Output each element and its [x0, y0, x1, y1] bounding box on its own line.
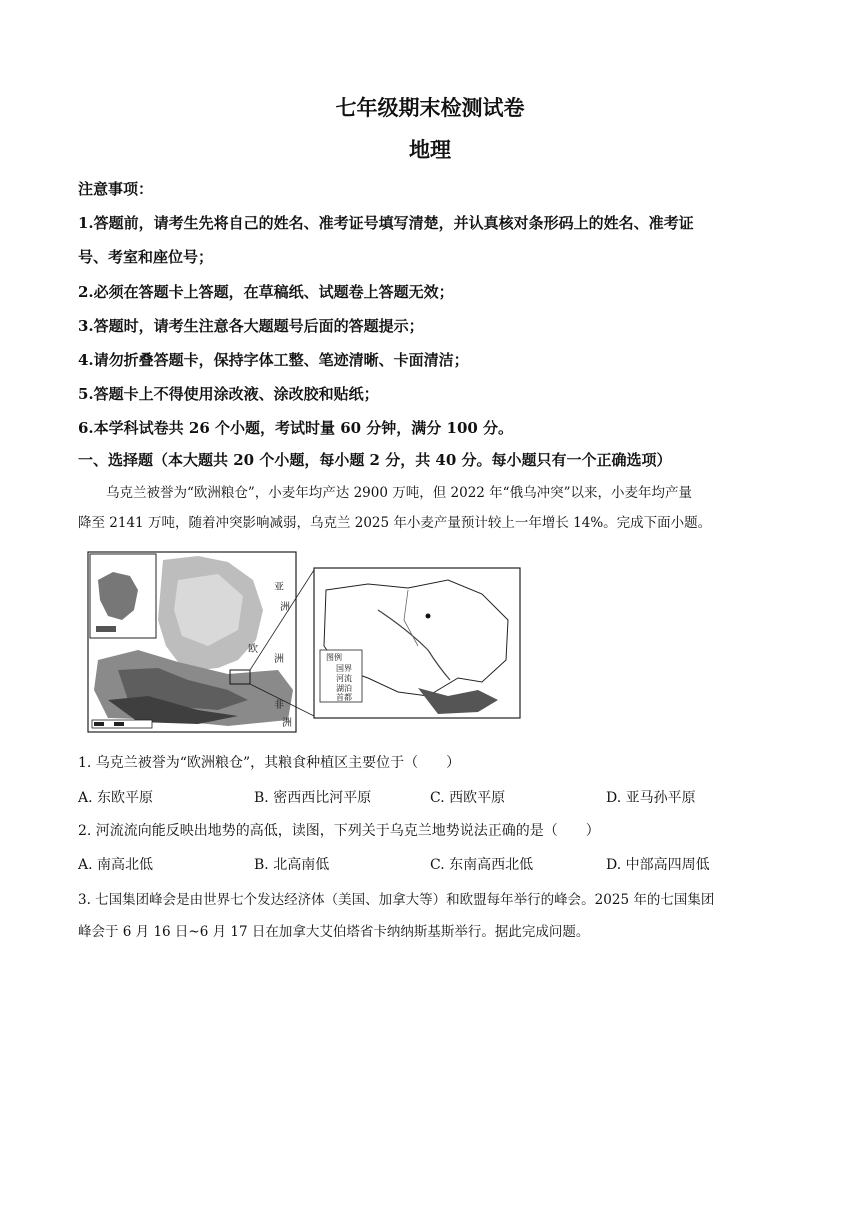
legend-border: 国界 — [336, 664, 352, 673]
q2-option-a[interactable]: A. 南高北低 — [78, 857, 154, 873]
legend-title: 图例 — [326, 653, 342, 662]
subject-title: 地理 — [409, 137, 451, 162]
passage-line-2: 降至 2141 万吨，随着冲突影响减弱，乌克兰 2025 年小麦产量预计较上一年增长 14%。完成下面小题。 — [78, 515, 712, 531]
legend-capital: 首都 — [336, 693, 352, 702]
ukraine-map — [314, 568, 520, 718]
map-label-ya: 亚 — [274, 582, 284, 593]
legend-lake: 湖泊 — [336, 684, 352, 693]
q2-option-b[interactable]: B. 北高南低 — [254, 857, 330, 873]
map-label-zhou-2: 洲 — [280, 602, 290, 613]
question-2-stem: 2. 河流流向能反映出地势的高低，读图，下列关于乌克兰地势说法正确的是（ ） — [78, 823, 600, 839]
q1-option-a[interactable]: A. 东欧平原 — [78, 790, 154, 806]
map-label-zhou-3: 洲 — [282, 718, 292, 729]
question-3-stem-line-2: 峰会于 6 月 16 日~6 月 17 日在加拿大艾伯塔省卡纳纳斯基斯举行。据此完成问题。 — [78, 924, 590, 940]
q1-option-c[interactable]: C. 西欧平原 — [430, 790, 506, 806]
notes-heading: 注意事项： — [78, 180, 154, 198]
q1-option-b[interactable]: B. 密西西比河平原 — [254, 790, 372, 806]
note-item-4: 4.请勿折叠答题卡，保持字体工整、笔迹清晰、卡面清洁； — [78, 351, 469, 369]
q2-option-d[interactable]: D. 中部高四周低 — [606, 857, 710, 873]
exam-title: 七年级期末检测试卷 — [335, 95, 525, 120]
note-item-2: 2.必须在答题卡上答题，在草稿纸、试题卷上答题无效； — [78, 283, 454, 301]
europe-ukraine-map-figure — [78, 550, 522, 738]
map-label-zhou: 洲 — [274, 654, 284, 665]
question-3-stem-line-1: 3. 七国集团峰会是由世界七个发达经济体（美国、加拿大等）和欧盟每年举行的峰会。2025 年的七国集团 — [78, 892, 715, 908]
section-heading: 一、选择题（本大题共 20 个小题，每小题 2 分，共 40 分。每小题只有一个正确选项） — [78, 451, 672, 469]
map-label-fei: 非 — [274, 700, 284, 711]
europe-map — [88, 552, 296, 732]
passage-line-1: 乌克兰被誉为“欧洲粮仓”，小麦年均产达 2900 万吨，但 2022 年“俄乌冲突”以来，小麦年均产量 — [106, 485, 692, 501]
note-item-1-cont: 号、考室和座位号； — [78, 248, 214, 266]
q2-option-c[interactable]: C. 东南高西北低 — [430, 857, 534, 873]
legend-river: 河流 — [336, 674, 352, 683]
note-item-1: 1.答题前，请考生先将自己的姓名、准考证号填写清楚，并认真核对条形码上的姓名、准考证 — [78, 214, 694, 232]
note-item-5: 5.答题卡上不得使用涂改液、涂改胶和贴纸； — [78, 385, 379, 403]
question-1-stem: 1. 乌克兰被誉为“欧洲粮仓”，其粮食种植区主要位于（ ） — [78, 755, 461, 771]
q1-option-d[interactable]: D. 亚马孙平原 — [606, 790, 696, 806]
note-item-3: 3.答题时，请考生注意各大题题号后面的答题提示； — [78, 317, 424, 335]
note-item-6: 6.本学科试卷共 26 个小题，考试时量 60 分钟，满分 100 分。 — [78, 419, 514, 437]
map-label-ou: 欧 — [248, 644, 258, 655]
